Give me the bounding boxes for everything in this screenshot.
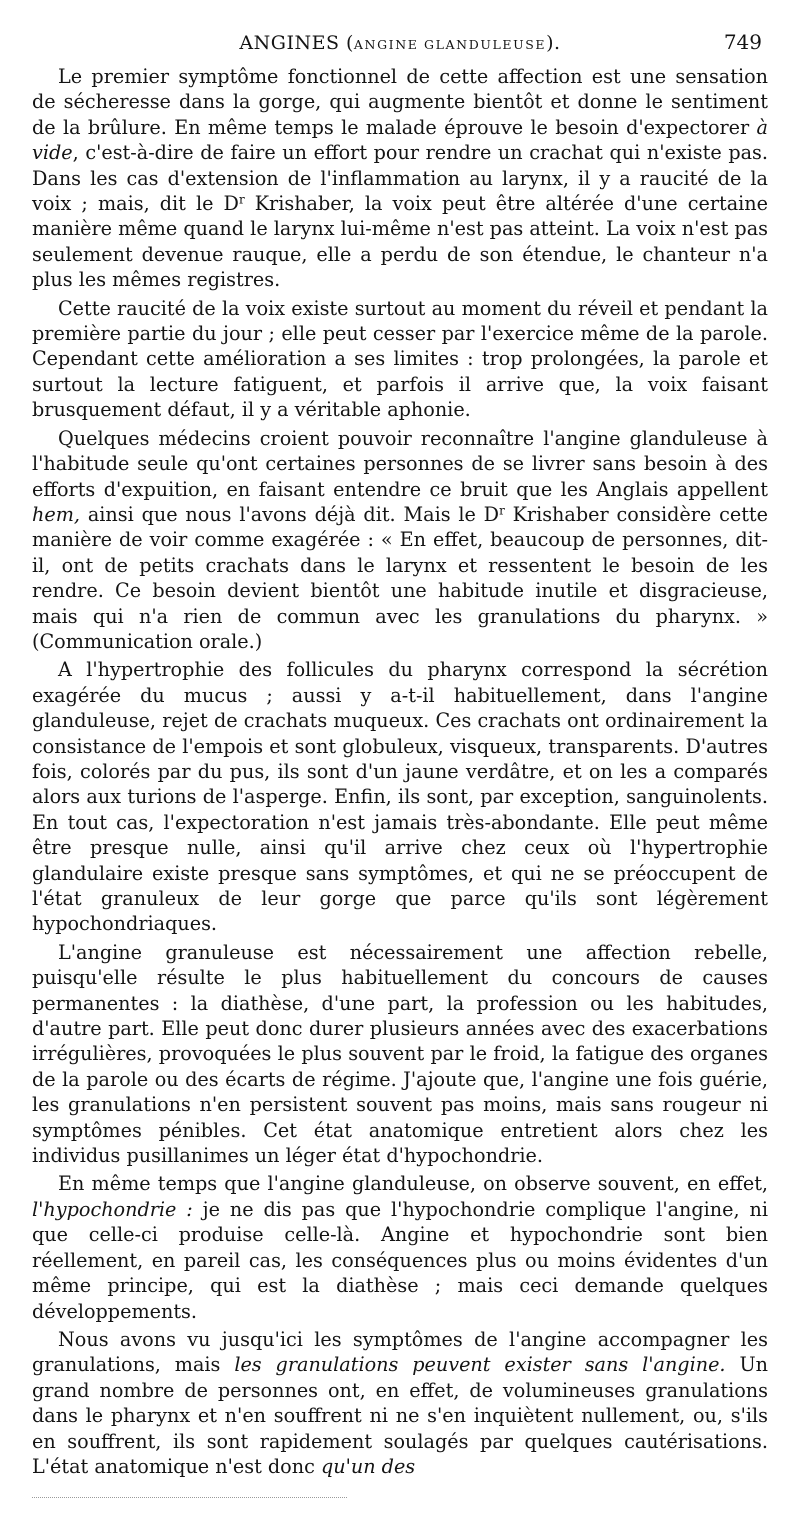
- text-run: Krishaber, la voix peut être altérée d'une certaine manière même quand le larynx lui-même n'est pas atteint. La voix n'est pas seulement devenue rauque, elle a perdu de son étendue, le chanteur n'a plus les mêmes registres.: [32, 192, 768, 292]
- text-run: En même temps que l'angine glanduleuse, on observe souvent, en effet,: [58, 1172, 768, 1196]
- text-run: L'angine granuleuse est nécessairement une affection rebelle, puisqu'elle résulte le plus habituellement du concours de causes permanentes : la diathèse, d'une part, la profession ou les habitudes, d'autre part. Elle peut donc durer plusieurs années avec des exacerbations irrégulières, provoquées le plus souvent par le froid, la fatigue des organes de la parole ou des écarts de régime. J'ajoute que, l'angine une fois guérie, les granulations n'en persistent souvent pas moins, mais sans rougeur ni symptômes pénibles. Cet état anatomique entretient alors chez les individus pusillanimes un léger état d'hypochondrie.: [32, 940, 768, 1168]
- text-run: Cette raucité de la voix existe surtout au moment du réveil et pendant la première partie du jour ; elle peut cesser par l'exercice même de la parole. Cependant cette amélioration a ses limites : trop prolongées, la parole et surtout la lecture fatiguent, et parfois il arrive que, la voix faisant brusquement défaut, il y a véritable aphonie.: [32, 296, 768, 422]
- paragraph: [32, 1171, 768, 1323]
- text-run: , c'est-à-dire de faire un effort pour rendre un crachat qui n'existe pas. Dans les cas d'extension de l'inflammation au larynx, il y a raucité de la voix ; mais, dit le D: [32, 141, 768, 216]
- text-run: Krishaber considère cette manière de voir comme exagérée : « En effet, beaucoup de personnes, dit-il, ont de petits crachats dans le larynx et ressentent le besoin de les rendre. Ce besoin devient bientôt une habitude inutile et disgracieuse, mais qui n'a rien de commun avec les granulations du pharynx. » (Communication orale.): [32, 502, 768, 653]
- text-run: Le premier symptôme fonctionnel de cette affection est une sensation de sécheresse dans la gorge, qui augmente bientôt et donne le sentiment de la brûlure. En même temps le malade éprouve le besoin d'expectorer: [32, 65, 768, 139]
- running-title-close: ).: [546, 32, 561, 54]
- italic-run: qu'un des: [320, 1454, 416, 1478]
- page-number: 749: [723, 30, 762, 54]
- superscript-run: r: [238, 192, 245, 207]
- footer-dotted-rule: [32, 1497, 347, 1498]
- italic-run: les granulations peuvent exister sans l'angine.: [234, 1353, 726, 1377]
- text-run: Nous avons vu jusqu'ici les symptômes de l'angine accompagner les granulations, mais: [32, 1327, 768, 1377]
- page-header: [32, 28, 768, 62]
- italic-run: hem,: [32, 502, 81, 526]
- running-title: [32, 32, 768, 54]
- running-title-subtitle: ANGINE GLANDULEUSE: [353, 37, 547, 52]
- paragraph: [32, 940, 768, 1169]
- superscript-run: r: [499, 503, 505, 518]
- paragraph: [32, 64, 768, 293]
- italic-run: l'hypochondrie :: [32, 1197, 193, 1221]
- text-run: ainsi que nous l'avons déjà dit. Mais le D: [80, 502, 500, 526]
- paragraph: [32, 1327, 768, 1479]
- paragraph: [32, 426, 768, 655]
- paragraph: [32, 296, 768, 423]
- running-title-main: ANGINES (: [239, 32, 354, 54]
- text-run: Quelques médecins croient pouvoir reconnaître l'angine glanduleuse à l'habitude seule qu'ont certaines personnes de se livrer sans besoin à des efforts d'expuition, en faisant entendre ce bruit que les Anglais appellent: [32, 426, 768, 501]
- italic-run: à vide: [32, 115, 768, 165]
- body-text: [32, 64, 768, 1482]
- text-run: Un grand nombre de personnes ont, en effet, de volumineuses granulations dans le pharynx et n'en souffrent ni ne s'en inquiètent nullement, ou, s'ils en souffrent, ils sont rapidement soulagés par quelques cautérisations. L'état anatomique n'est donc: [32, 1353, 768, 1478]
- text-run: je ne dis pas que l'hypochondrie complique l'angine, ni que celle-ci produise celle-là. Angine et hypochondrie sont bien réellement, en pareil cas, les conséquences plus ou moins évidentes d'un même principe, qui est la diathèse ; mais ceci demande quelques développements.: [32, 1197, 769, 1323]
- text-run: A l'hypertrophie des follicules du pharynx correspond la sécrétion exagérée du mucus ; aussi y a-t-il habituellement, dans l'angine glanduleuse, rejet de crachats muqueux. Ces crachats ont ordinairement la consistance de l'empois et sont globuleux, visqueux, transparents. D'autres fois, colorés par du pus, ils sont d'un jaune verdâtre, et on les a comparés alors aux turions de l'asperge. Enfin, ils sont, par exception, sanguinolents. En tout cas, l'expectoration n'est jamais très-abondante. Elle peut même être presque nulle, ainsi qu'il arrive chez ceux où l'hypertrophie glandulaire existe presque sans symptômes, et qui ne se préoccupent de l'état granuleux de leur gorge que parce qu'ils sont légèrement hypochondriaques.: [32, 658, 768, 936]
- paragraph: [32, 657, 768, 936]
